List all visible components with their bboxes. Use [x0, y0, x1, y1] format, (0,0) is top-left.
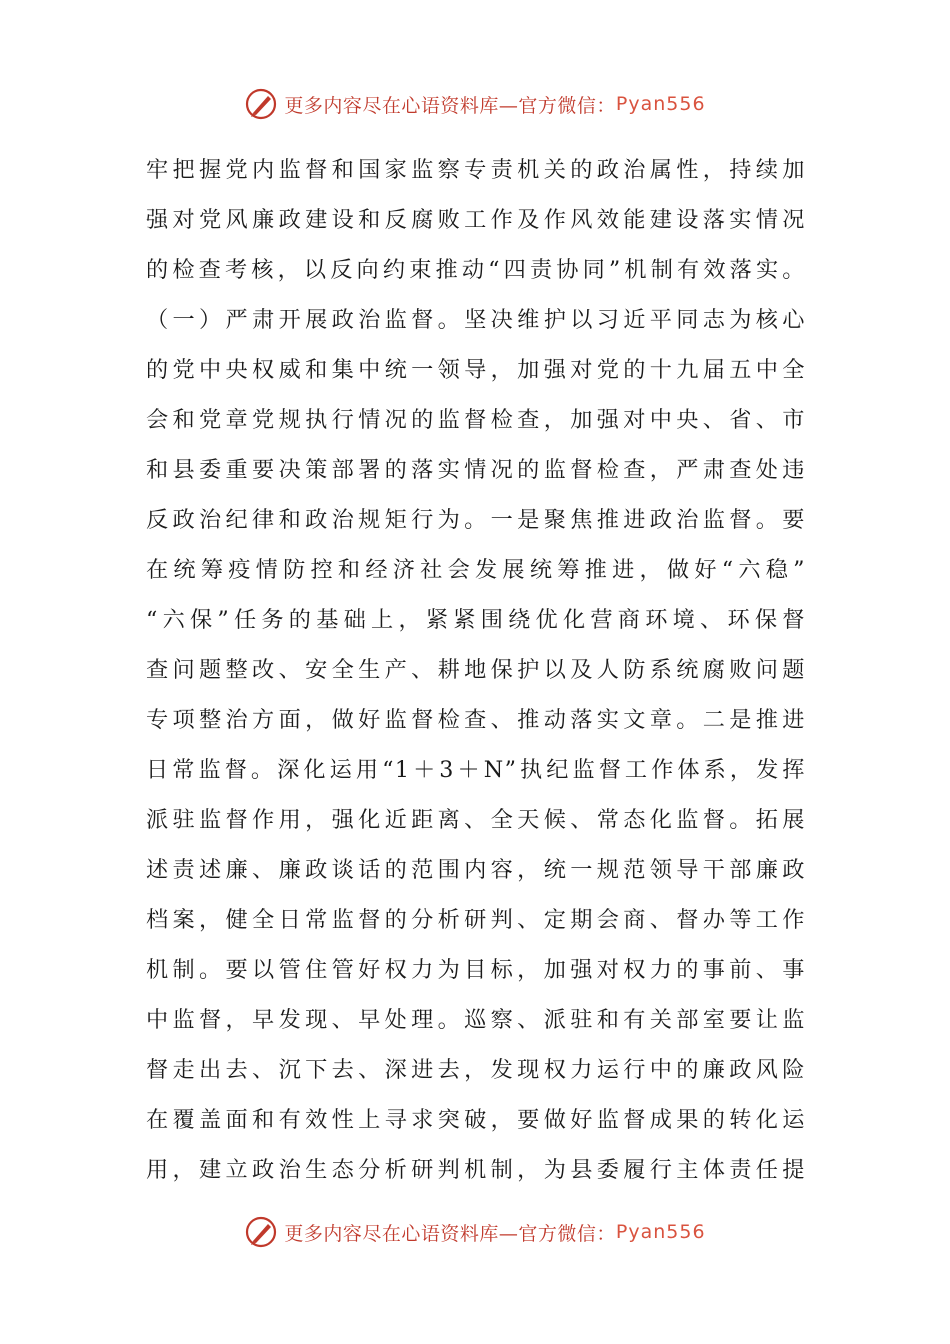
document-body: [146, 145, 806, 1195]
text-line: 牢把握党内监督和国家监察专责机关的政治属性，持续加: [146, 157, 806, 183]
text-line: 和县委重要决策部署的落实情况的监督检查，严肃查处违: [146, 457, 806, 483]
text-line: 机制。要以管住管好权力为目标，加强对权力的事前、事: [146, 957, 806, 983]
text-line: 查问题整改、安全生产、耕地保护以及人防系统腐败问题: [146, 657, 806, 683]
text-line: 反政治纪律和政治规矩行为。一是聚焦推进政治监督。要: [146, 507, 806, 533]
text-line: 的检查考核，以反向约束推动“四责协同”机制有效落实。: [146, 257, 806, 283]
text-line: 在统筹疫情防控和经济社会发展统筹推进，做好“六稳”: [146, 557, 806, 583]
pen-logo-icon: [244, 1215, 278, 1249]
text-line: 档案，健全日常监督的分析研判、定期会商、督办等工作: [146, 907, 806, 933]
header-watermark-text: 更多内容尽在心语资料库—官方微信：: [284, 94, 616, 117]
text-line: 日常监督。深化运用“1＋3＋N”执纪监督工作体系，发挥: [146, 757, 806, 783]
header-watermark-banner: [0, 84, 950, 124]
header-wechat-id: Pyan556: [615, 93, 706, 115]
text-line: 督走出去、沉下去、深进去，发现权力运行中的廉政风险: [146, 1057, 806, 1083]
pen-logo-icon: [244, 87, 278, 121]
text-line: “六保”任务的基础上，紧紧围绕优化营商环境、环保督: [146, 607, 806, 633]
text-line: 用，建立政治生态分析研判机制，为县委履行主体责任提: [146, 1157, 806, 1183]
text-line: 述责述廉、廉政谈话的范围内容，统一规范领导干部廉政: [146, 857, 806, 883]
text-line: 专项整治方面，做好监督检查、推动落实文章。二是推进: [146, 707, 806, 733]
text-line: 中监督，早发现、早处理。巡察、派驻和有关部室要让监: [146, 1007, 806, 1033]
text-line: 强对党风廉政建设和反腐败工作及作风效能建设落实情况: [146, 207, 806, 233]
text-line: 派驻监督作用，强化近距离、全天候、常态化监督。拓展: [146, 807, 806, 833]
text-line: 会和党章党规执行情况的监督检查，加强对中央、省、市: [146, 407, 806, 433]
footer-watermark-banner: [0, 1212, 950, 1252]
text-line: （一）严肃开展政治监督。坚决维护以习近平同志为核心: [146, 307, 806, 333]
text-line: 的党中央权威和集中统一领导，加强对党的十九届五中全: [146, 357, 806, 383]
footer-watermark-text: 更多内容尽在心语资料库—官方微信：: [284, 1222, 616, 1245]
text-line: 在覆盖面和有效性上寻求突破，要做好监督成果的转化运: [146, 1107, 806, 1133]
footer-wechat-id: Pyan556: [615, 1221, 706, 1243]
